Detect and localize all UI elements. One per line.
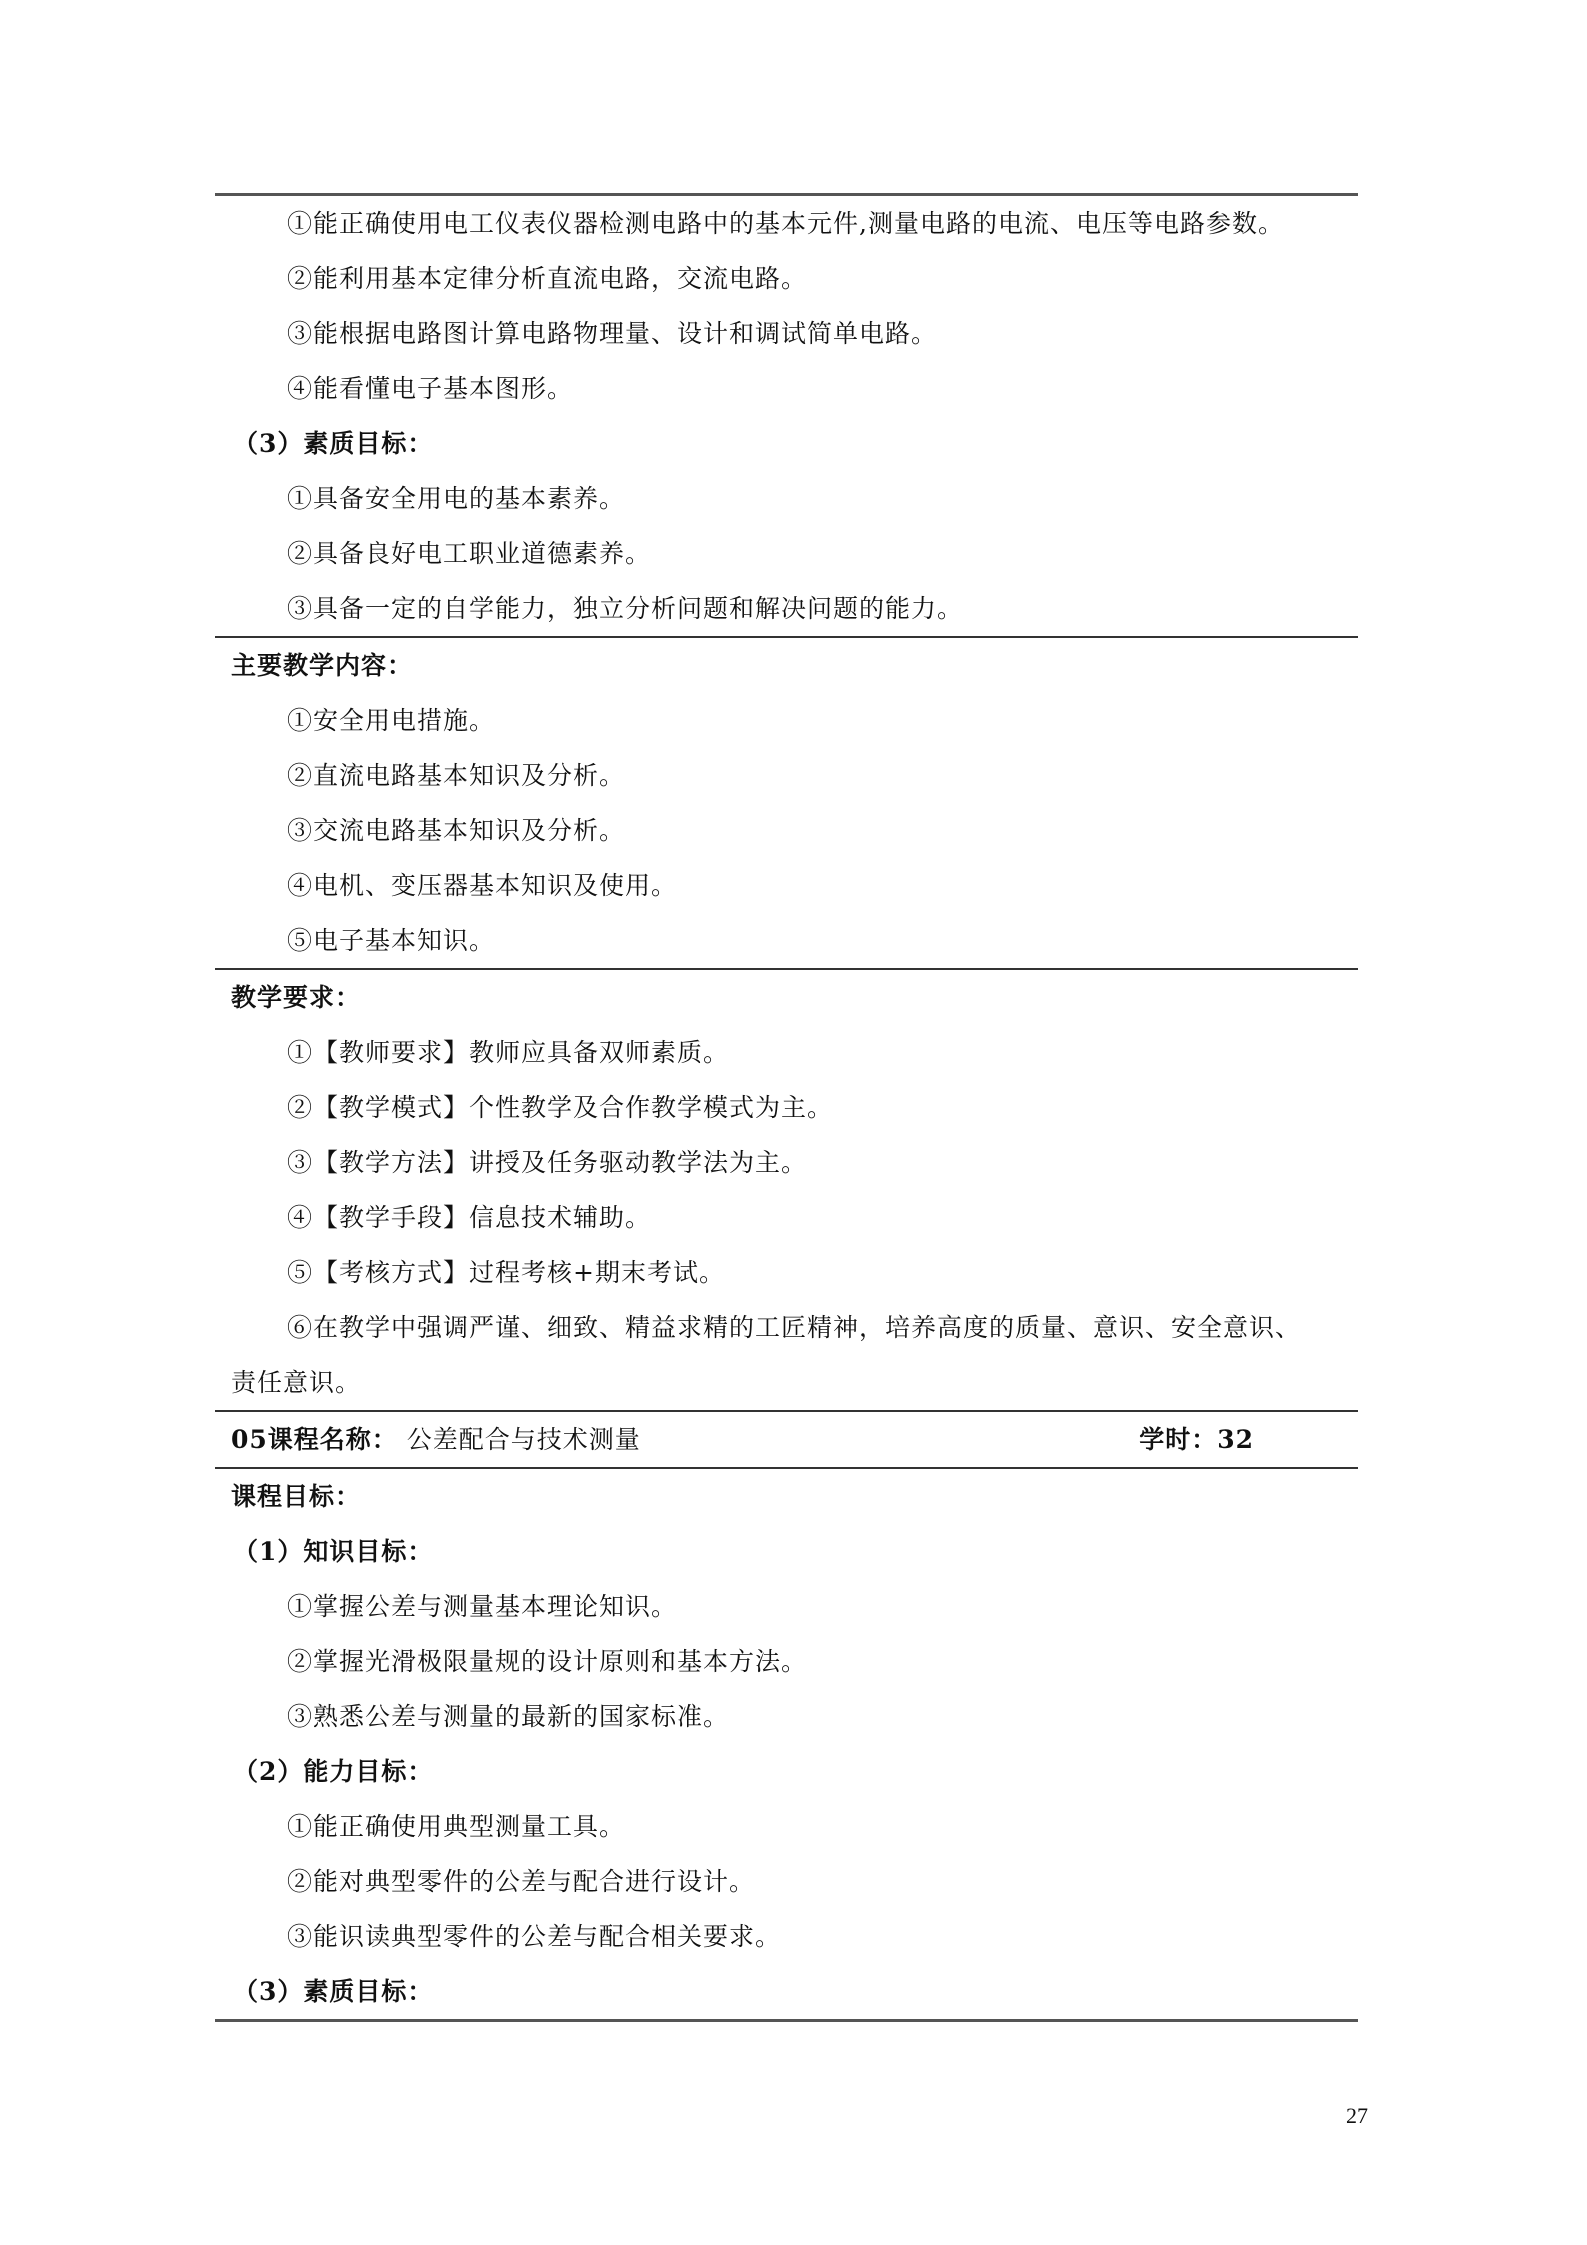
- list-item: ①掌握公差与测量基本理论知识。: [287, 1592, 678, 1621]
- list-item: ①安全用电措施。: [287, 706, 496, 735]
- section-main-content: [215, 638, 1358, 968]
- course-name-label: 05课程名称：: [231, 1425, 398, 1454]
- list-item: ②掌握光滑极限量规的设计原则和基本方法。: [287, 1647, 808, 1676]
- course-hours: 学时：32: [1139, 1425, 1254, 1454]
- section-ability-quality: [215, 196, 1358, 636]
- page-number: 27: [1346, 2103, 1368, 2128]
- list-item: ②【教学模式】个性教学及合作教学模式为主。: [287, 1093, 834, 1122]
- list-item: ⑤电子基本知识。: [287, 926, 496, 955]
- list-item: ④电机、变压器基本知识及使用。: [287, 871, 678, 900]
- list-item: ②能利用基本定律分析直流电路，交流电路。: [287, 264, 808, 293]
- list-item: ④【教学手段】信息技术辅助。: [287, 1203, 652, 1232]
- bottom-rule: [215, 2019, 1358, 2022]
- list-item: ②能对典型零件的公差与配合进行设计。: [287, 1867, 756, 1896]
- course-header-row: [215, 1412, 1358, 1467]
- quality-heading: （3）素质目标：: [233, 429, 434, 458]
- course-name: 公差配合与技术测量: [406, 1425, 641, 1454]
- list-item: ①具备安全用电的基本素养。: [287, 484, 626, 513]
- course-title: [231, 1412, 641, 1467]
- list-item: ③【教学方法】讲授及任务驱动教学法为主。: [287, 1148, 808, 1177]
- list-item: ③具备一定的自学能力，独立分析问题和解决问题的能力。: [287, 594, 964, 623]
- list-item-continuation: 责任意识。: [231, 1368, 362, 1397]
- list-item: ⑥在教学中强调严谨、细致、精益求精的工匠精神，培养高度的质量、意识、安全意识、: [287, 1313, 1302, 1342]
- list-item: ⑤【考核方式】过程考核+期末考试。: [287, 1258, 725, 1287]
- course-goals-heading: 课程目标：: [231, 1482, 362, 1511]
- main-content-heading: 主要教学内容：: [231, 651, 414, 680]
- section-course-goals: [215, 1469, 1358, 2019]
- quality-heading: （3）素质目标：: [233, 1977, 434, 2006]
- course-table: [215, 193, 1358, 2022]
- list-item: ①能正确使用典型测量工具。: [287, 1812, 626, 1841]
- list-item: ②具备良好电工职业道德素养。: [287, 539, 652, 568]
- list-item: ③能识读典型零件的公差与配合相关要求。: [287, 1922, 782, 1951]
- ability-heading: （2）能力目标：: [233, 1757, 434, 1786]
- section-teaching-requirements: [215, 970, 1358, 1410]
- knowledge-heading: （1）知识目标：: [233, 1537, 434, 1566]
- list-item: ②直流电路基本知识及分析。: [287, 761, 626, 790]
- list-item: ①能正确使用电工仪表仪器检测电路中的基本元件,测量电路的电流、电压等电路参数。: [287, 209, 1284, 238]
- list-item: ③能根据电路图计算电路物理量、设计和调试简单电路。: [287, 319, 938, 348]
- list-item: ④能看懂电子基本图形。: [287, 374, 574, 403]
- list-item: ③交流电路基本知识及分析。: [287, 816, 626, 845]
- list-item: ①【教师要求】教师应具备双师素质。: [287, 1038, 730, 1067]
- teaching-requirements-heading: 教学要求：: [231, 983, 362, 1012]
- list-item: ③熟悉公差与测量的最新的国家标准。: [287, 1702, 730, 1731]
